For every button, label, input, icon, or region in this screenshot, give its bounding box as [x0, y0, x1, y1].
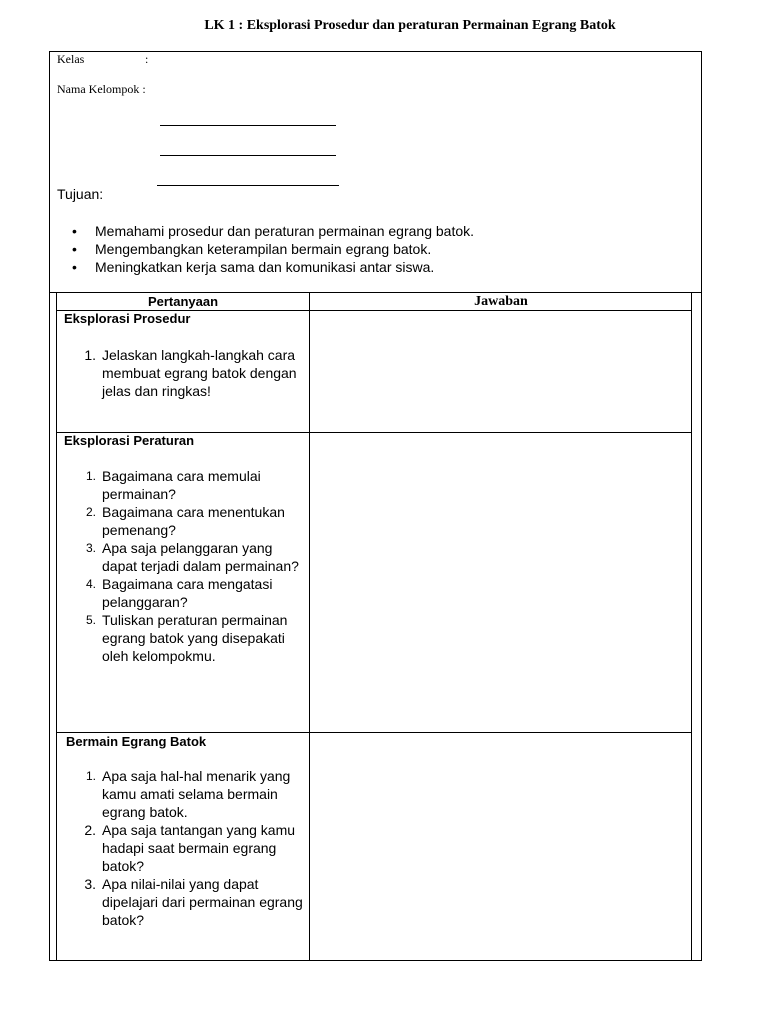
- answer-cell-peraturan[interactable]: [310, 433, 691, 732]
- column-header-jawaban: Jawaban: [474, 294, 528, 309]
- question-text: Apa saja pelanggaran yang dapat terjadi dalam permainan?: [102, 540, 299, 574]
- goal-item: • Meningkatkan kerja sama dan komunikasi antar siswa.: [72, 258, 474, 276]
- question-list-bermain: [60, 767, 308, 929]
- question-number: 2.: [85, 505, 96, 519]
- question-item: [60, 503, 308, 539]
- question-item: [60, 539, 308, 575]
- kelas-colon: :: [145, 52, 149, 66]
- question-item: [60, 467, 308, 503]
- question-item: [60, 875, 308, 929]
- question-item: [60, 575, 308, 611]
- column-header-pertanyaan: Pertanyaan: [147, 294, 219, 309]
- member-line-3[interactable]: [157, 185, 339, 186]
- kelas-label: Kelas: [57, 52, 85, 66]
- question-number: 5.: [85, 613, 96, 627]
- answer-cell-bermain[interactable]: [310, 733, 691, 960]
- question-number: 4.: [85, 577, 96, 591]
- question-text: Tuliskan peraturan permainan egrang batok yang disepakati oleh kelompokmu.: [102, 612, 288, 664]
- section-title-eksplorasi-peraturan: Eksplorasi Peraturan: [64, 433, 195, 448]
- goal-item: • Mengembangkan keterampilan bermain egrang batok.: [72, 240, 474, 258]
- goals-list: [72, 222, 474, 276]
- question-text: Apa saja hal-hal menarik yang kamu amati selama bermain egrang batok.: [102, 768, 291, 820]
- question-item: [60, 821, 308, 875]
- tujuan-label: Tujuan:: [57, 186, 104, 202]
- question-text: Jelaskan langkah-langkah cara membuat egrang batok dengan jelas dan ringkas!: [102, 347, 297, 399]
- question-number: 1.: [84, 347, 96, 363]
- question-number: 2.: [84, 822, 96, 838]
- question-number: 3.: [85, 541, 96, 555]
- table-bottom-border: [56, 960, 692, 961]
- page-title: LK 1 : Eksplorasi Prosedur dan peraturan Permainan Egrang Batok: [204, 18, 616, 33]
- question-text: Apa saja tantangan yang kamu hadapi saat bermain egrang batok?: [102, 822, 296, 874]
- question-item: [60, 611, 308, 665]
- question-number: 1.: [85, 769, 96, 783]
- question-number: 1.: [85, 469, 96, 483]
- member-line-2[interactable]: [160, 155, 336, 156]
- answer-cell-prosedur[interactable]: [310, 311, 691, 432]
- question-item: [60, 767, 308, 821]
- goal-item: • Memahami prosedur dan peraturan permainan egrang batok.: [72, 222, 474, 240]
- member-line-1[interactable]: [160, 125, 336, 126]
- nama-kelompok-label: Nama Kelompok :: [57, 82, 146, 96]
- question-number: 3.: [84, 876, 96, 892]
- section-title-eksplorasi-prosedur: Eksplorasi Prosedur: [64, 311, 191, 326]
- question-item: [60, 346, 308, 400]
- question-list-peraturan: [60, 467, 308, 665]
- question-list-prosedur: [60, 346, 308, 400]
- question-text: Bagaimana cara memulai permainan?: [102, 468, 261, 502]
- question-text: Bagaimana cara menentukan pemenang?: [102, 504, 285, 538]
- section-title-bermain-egrang-batok: Bermain Egrang Batok: [66, 734, 207, 749]
- question-text: Bagaimana cara mengatasi pelanggaran?: [102, 576, 273, 610]
- question-text: Apa nilai-nilai yang dapat dipelajari dari permainan egrang batok?: [102, 876, 303, 928]
